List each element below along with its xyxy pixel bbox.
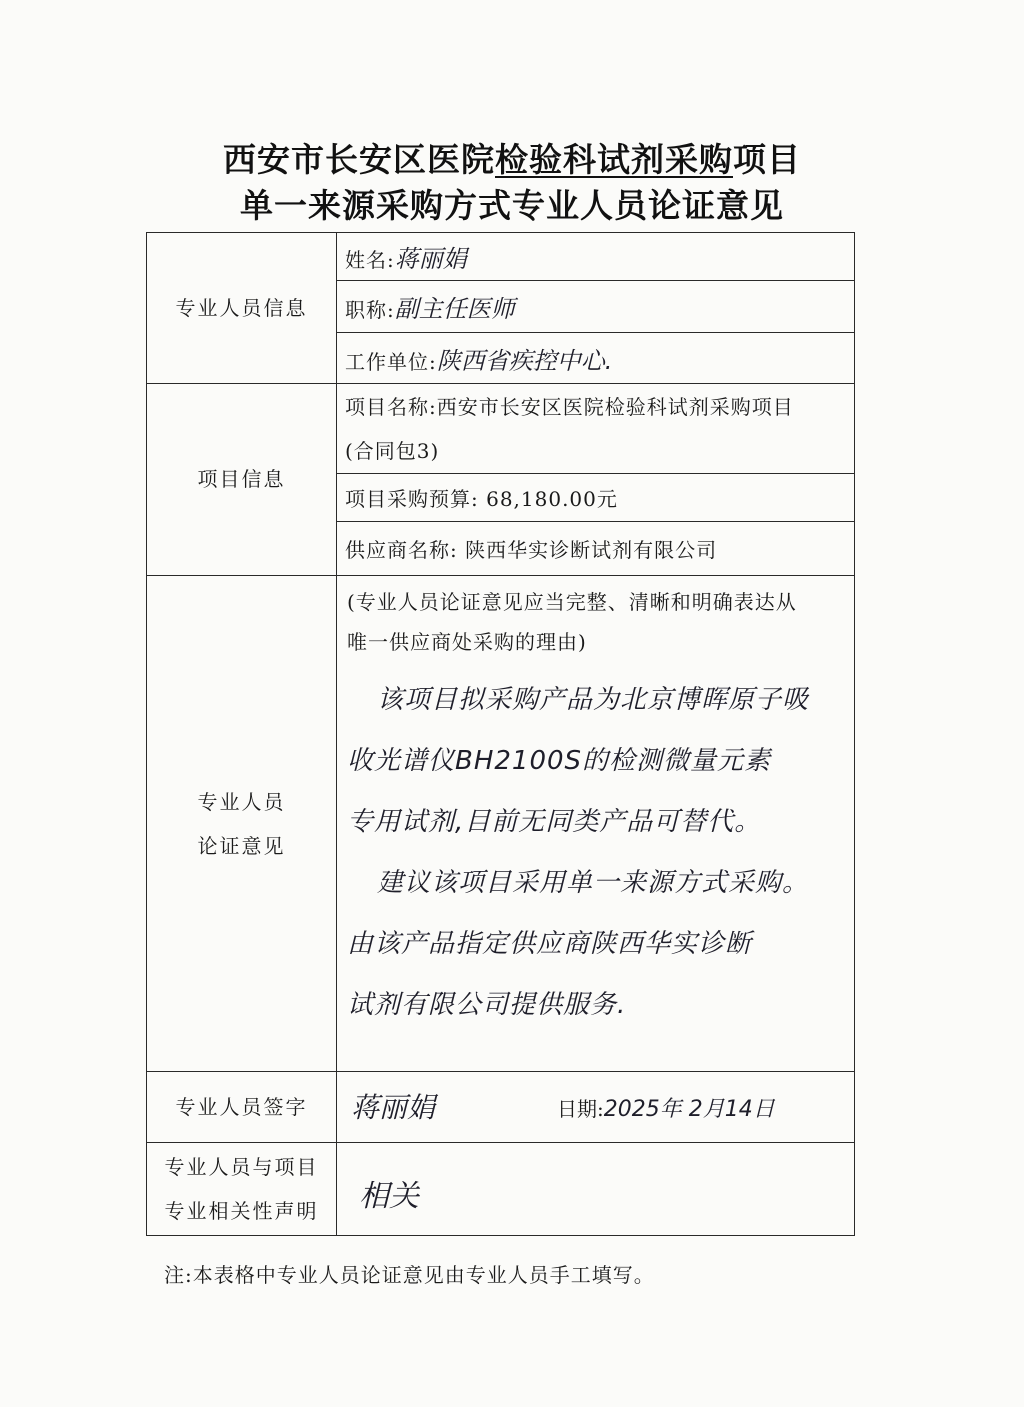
budget-cell	[337, 474, 855, 522]
signature-cell	[337, 1072, 855, 1143]
name-value: 蒋丽娟	[394, 245, 467, 273]
work-unit-row	[337, 333, 855, 384]
relevance-cell	[337, 1143, 855, 1236]
footnote: 注:本表格中专业人员论证意见由专业人员手工填写。	[164, 1263, 655, 1287]
opinion-label-line1: 专业人员	[197, 789, 286, 814]
opinion-label-line2: 论证意见	[197, 833, 286, 858]
date-value: 2025年 2月14日	[603, 1097, 775, 1122]
document-title-line2: 单一来源采购方式专业人员论证意见	[240, 186, 784, 225]
work-unit-label: 工作单位:	[345, 349, 437, 374]
date-field	[557, 1092, 775, 1123]
opinion-cell	[337, 576, 855, 1072]
hw-line: 该项目拟采购产品为北京博晖原子吸	[377, 685, 810, 715]
handwritten-opinion	[347, 670, 846, 1036]
professional-info-label: 专业人员信息	[147, 233, 337, 384]
relevance-label	[147, 1143, 337, 1236]
date-label: 日期:	[557, 1097, 604, 1121]
project-name-line2: (合同包3)	[345, 438, 440, 463]
relevance-label-line1: 专业人员与项目	[164, 1155, 319, 1179]
relevance-value: 相关	[359, 1179, 419, 1214]
work-unit-value: 陕西省疾控中心.	[436, 346, 613, 375]
relevance-label-line2: 专业相关性声明	[164, 1199, 319, 1223]
hw-line: 试剂有限公司提供服务.	[347, 990, 627, 1020]
opinion-prompt-line2: 唯一供应商处采购的理由)	[347, 630, 587, 654]
job-title-label: 职称:	[345, 298, 395, 322]
handwritten-signature: 蒋丽娟	[351, 1091, 436, 1124]
project-info-label: 项目信息	[147, 384, 337, 576]
opinion-prompt-line1: (专业人员论证意见应当完整、清晰和明确表达从	[347, 590, 797, 614]
project-name-cell	[337, 384, 855, 474]
signature-label: 专业人员签字	[147, 1072, 337, 1143]
hw-line: 由该产品指定供应商陕西华实诊断	[347, 929, 753, 959]
hw-line: 收光谱仪BH2100S的检测微量元素	[347, 746, 772, 776]
budget-text: 项目采购预算: 68,180.00元	[345, 487, 618, 511]
opinion-label	[147, 576, 337, 1072]
name-row	[337, 233, 855, 281]
supplier-cell	[337, 522, 855, 576]
job-title-value: 副主任医师	[394, 295, 515, 323]
argument-form-table	[146, 232, 855, 1236]
title-underlined-text: 检验科试剂采购	[495, 140, 733, 179]
hw-line: 建议该项目采用单一来源方式采购。	[377, 868, 810, 898]
project-name-line1: 项目名称:西安市长安区医院检验科试剂采购项目	[345, 394, 794, 419]
job-title-row	[337, 281, 855, 333]
supplier-text: 供应商名称: 陕西华实诊断试剂有限公司	[345, 538, 718, 562]
document-title-line1: 西安市长安区医院检验科试剂采购项目	[223, 140, 801, 179]
name-label: 姓名:	[345, 248, 395, 272]
hw-line: 专用试剂,目前无同类产品可替代。	[347, 807, 762, 837]
